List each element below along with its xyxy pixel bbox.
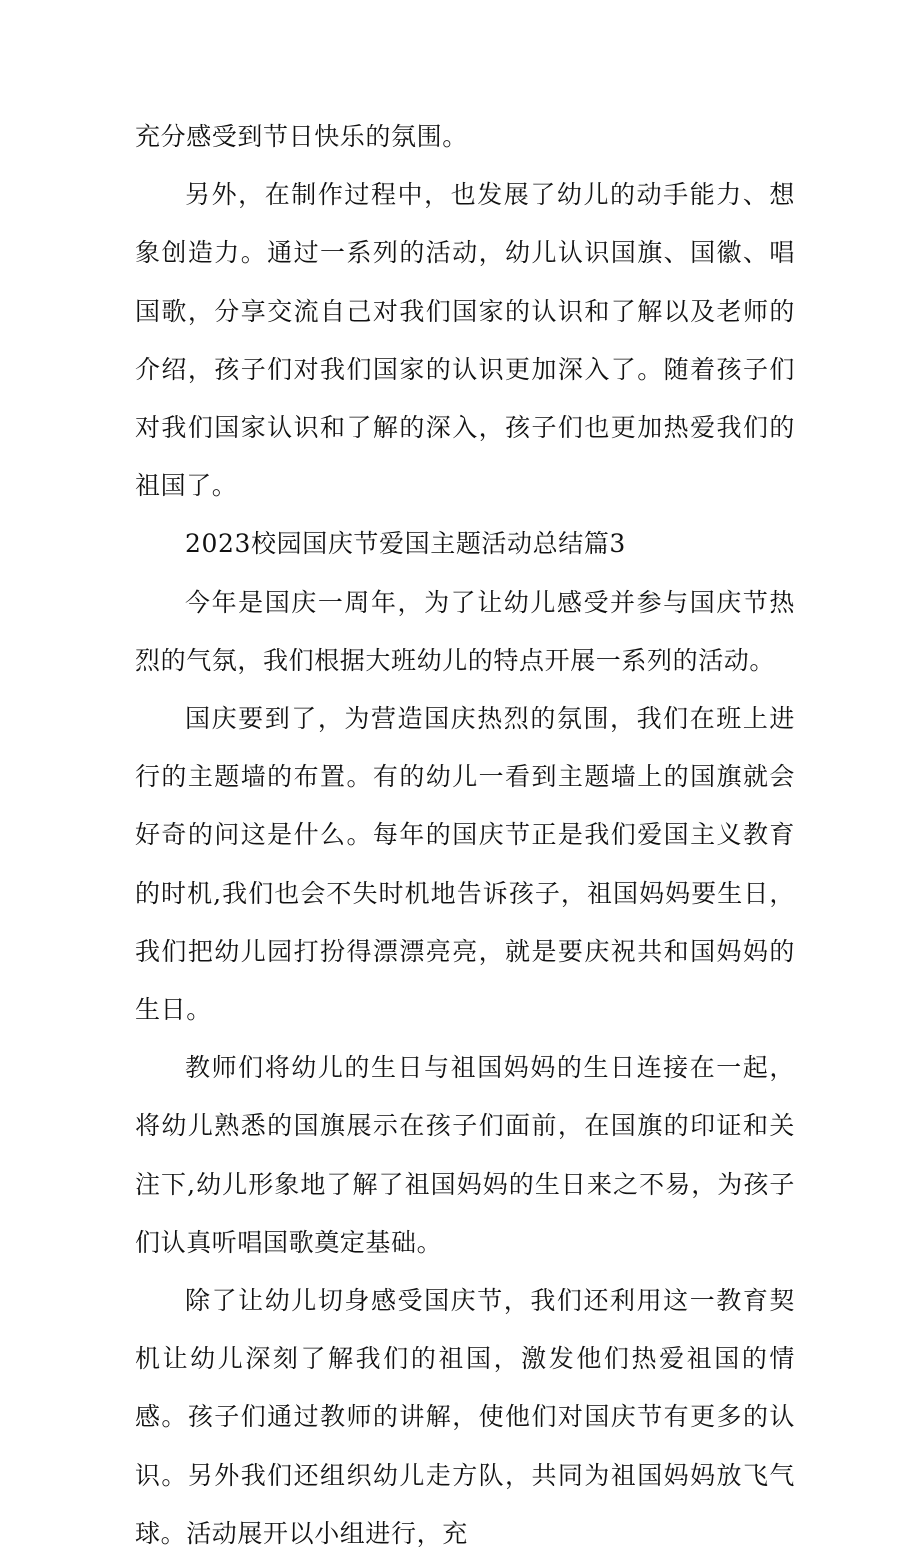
paragraph-intro: 今年是国庆一周年，为了让幼儿感受并参与国庆节热烈的气氛，我们根据大班幼儿的特点开展一系列的活动。	[135, 587, 795, 675]
paragraph-theme-wall: 国庆要到了，为营造国庆热烈的氛围，我们在班上进行的主题墙的布置。有的幼儿一看到主题墙上的国旗就会好奇的问这是什么。每年的国庆节正是我们爱国主义教育的时机,我们也会不失时机地告诉孩子，祖国妈妈要生日，我们把幼儿园打扮得漂漂亮亮，就是要庆祝共和国妈妈的生日。	[135, 704, 795, 1025]
document-body	[135, 108, 795, 1563]
paragraph-birthday: 教师们将幼儿的生日与祖国妈妈的生日连接在一起，将幼儿熟悉的国旗展示在孩子们面前，在国旗的印证和关注下,幼儿形象地了解了祖国妈妈的生日来之不易，为孩子们认真听唱国歌奠定基础。	[135, 1053, 795, 1257]
section-heading: 2023校园国庆节爱国主题活动总结篇3	[185, 529, 626, 559]
paragraph-activities: 除了让幼儿切身感受国庆节，我们还利用这一教育契机让幼儿深刻了解我们的祖国，激发他们热爱祖国的情感。孩子们通过教师的讲解，使他们对国庆节有更多的认识。另外我们还组织幼儿走方队，共同为祖国妈妈放飞气球。活动展开以小组进行，充	[135, 1286, 795, 1548]
paragraph-continuation: 充分感受到节日快乐的氛围。	[135, 122, 468, 151]
paragraph-development: 另外，在制作过程中，也发展了幼儿的动手能力、想象创造力。通过一系列的活动，幼儿认识国旗、国徽、唱国歌，分享交流自己对我们国家的认识和了解以及老师的介绍，孩子们对我们国家的认识更加深入了。随着孩子们对我们国家认识和了解的深入，孩子们也更加热爱我们的祖国了。	[135, 180, 795, 501]
